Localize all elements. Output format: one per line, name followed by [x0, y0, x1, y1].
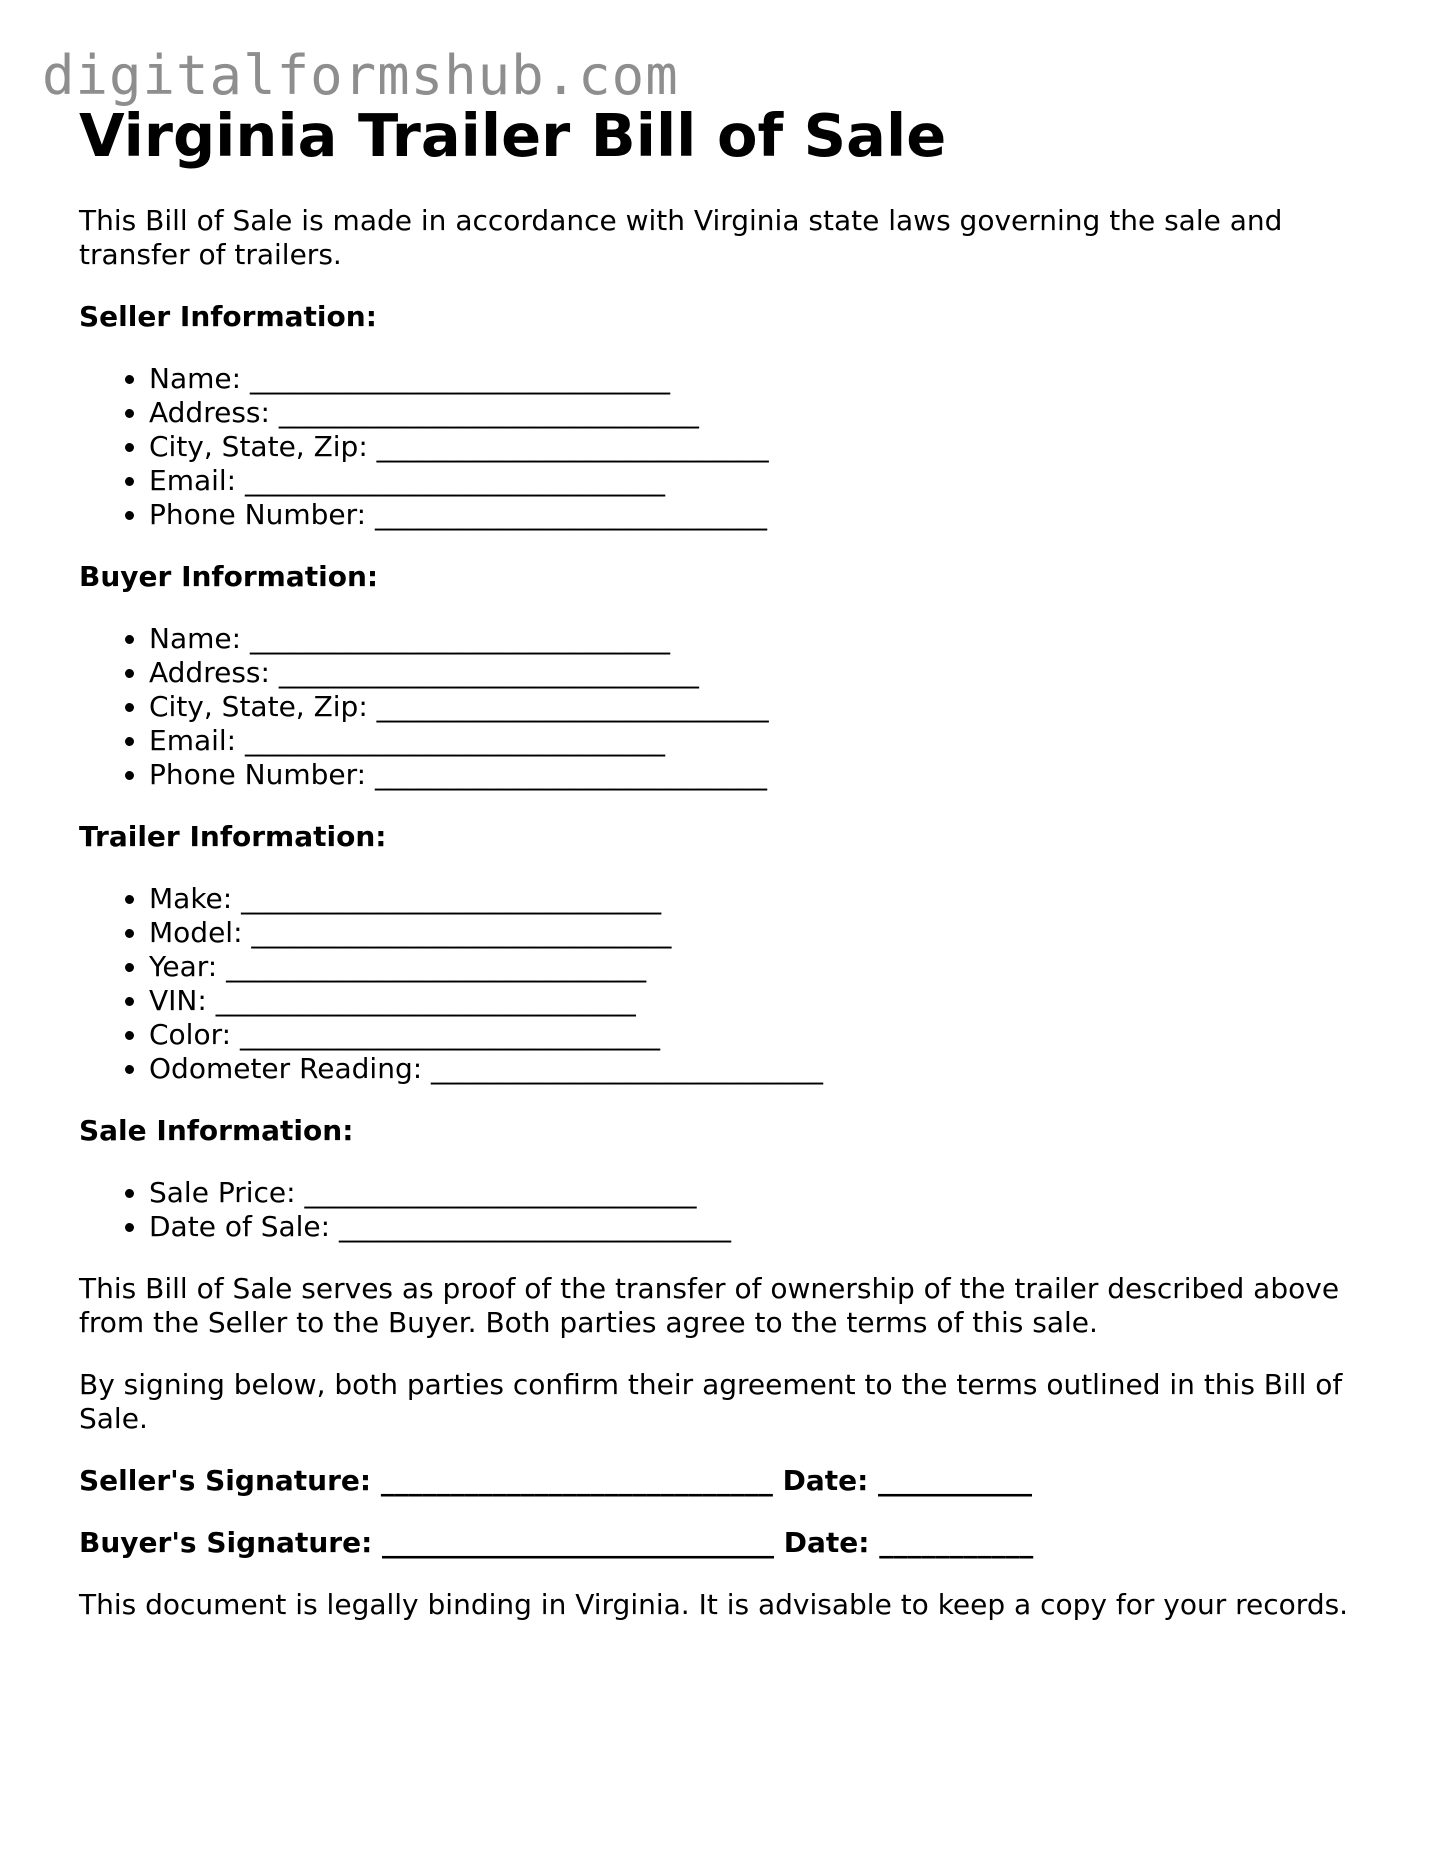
- seller-address-field: • Address: ______________________________: [149, 396, 1369, 430]
- sale-date-field: • Date of Sale: ____________________________: [149, 1210, 1369, 1244]
- watermark-text: digitalformshub.com: [42, 44, 679, 107]
- document-title: Virginia Trailer Bill of Sale: [79, 101, 947, 170]
- sale-price-field: • Sale Price: ____________________________: [149, 1176, 1369, 1210]
- trailer-section-heading: Trailer Information:: [79, 820, 387, 853]
- buyer-name-field: • Name: ______________________________: [149, 622, 1369, 656]
- trailer-make-field: • Make: ______________________________: [149, 882, 1369, 916]
- buyer-section-heading: Buyer Information:: [79, 560, 379, 593]
- legal-note-paragraph: This document is legally binding in Virginia. It is advisable to keep a copy for your records.: [79, 1588, 1349, 1621]
- seller-name-field: • Name: ______________________________: [149, 362, 1369, 396]
- trailer-fields-list: [79, 882, 1369, 1086]
- trailer-odometer-field: • Odometer Reading: ____________________________: [149, 1052, 1369, 1086]
- sale-section-heading: Sale Information:: [79, 1114, 354, 1147]
- seller-fields-list: [79, 362, 1369, 532]
- buyer-signature-line: Buyer's Signature: ____________________________ Date: ___________: [79, 1526, 1034, 1559]
- seller-phone-field: • Phone Number: ____________________________: [149, 498, 1369, 532]
- seller-email-field: • Email: ______________________________: [149, 464, 1369, 498]
- seller-city-state-zip-field: • City, State, Zip: ____________________________: [149, 430, 1369, 464]
- trailer-model-field: • Model: ______________________________: [149, 916, 1369, 950]
- sale-fields-list: [79, 1176, 1369, 1244]
- buyer-city-state-zip-field: • City, State, Zip: ____________________________: [149, 690, 1369, 724]
- agreement-paragraph: By signing below, both parties confirm their agreement to the terms outlined in this Bill of Sale.: [79, 1368, 1343, 1435]
- seller-section-heading: Seller Information:: [79, 300, 377, 333]
- trailer-color-field: • Color: ______________________________: [149, 1018, 1369, 1052]
- ownership-transfer-paragraph: This Bill of Sale serves as proof of the transfer of ownership of the trailer described above from the Seller to the Buyer. Both parties agree to the terms of this sale.: [79, 1272, 1340, 1339]
- seller-signature-line: Seller's Signature: ____________________________ Date: ___________: [79, 1464, 1033, 1497]
- trailer-year-field: • Year: ______________________________: [149, 950, 1369, 984]
- trailer-vin-field: • VIN: ______________________________: [149, 984, 1369, 1018]
- buyer-address-field: • Address: ______________________________: [149, 656, 1369, 690]
- document-page: [79, 98, 1369, 1622]
- intro-paragraph: This Bill of Sale is made in accordance with Virginia state laws governing the sale and transfer of trailers.: [79, 204, 1283, 271]
- buyer-phone-field: • Phone Number: ____________________________: [149, 758, 1369, 792]
- buyer-fields-list: [79, 622, 1369, 792]
- buyer-email-field: • Email: ______________________________: [149, 724, 1369, 758]
